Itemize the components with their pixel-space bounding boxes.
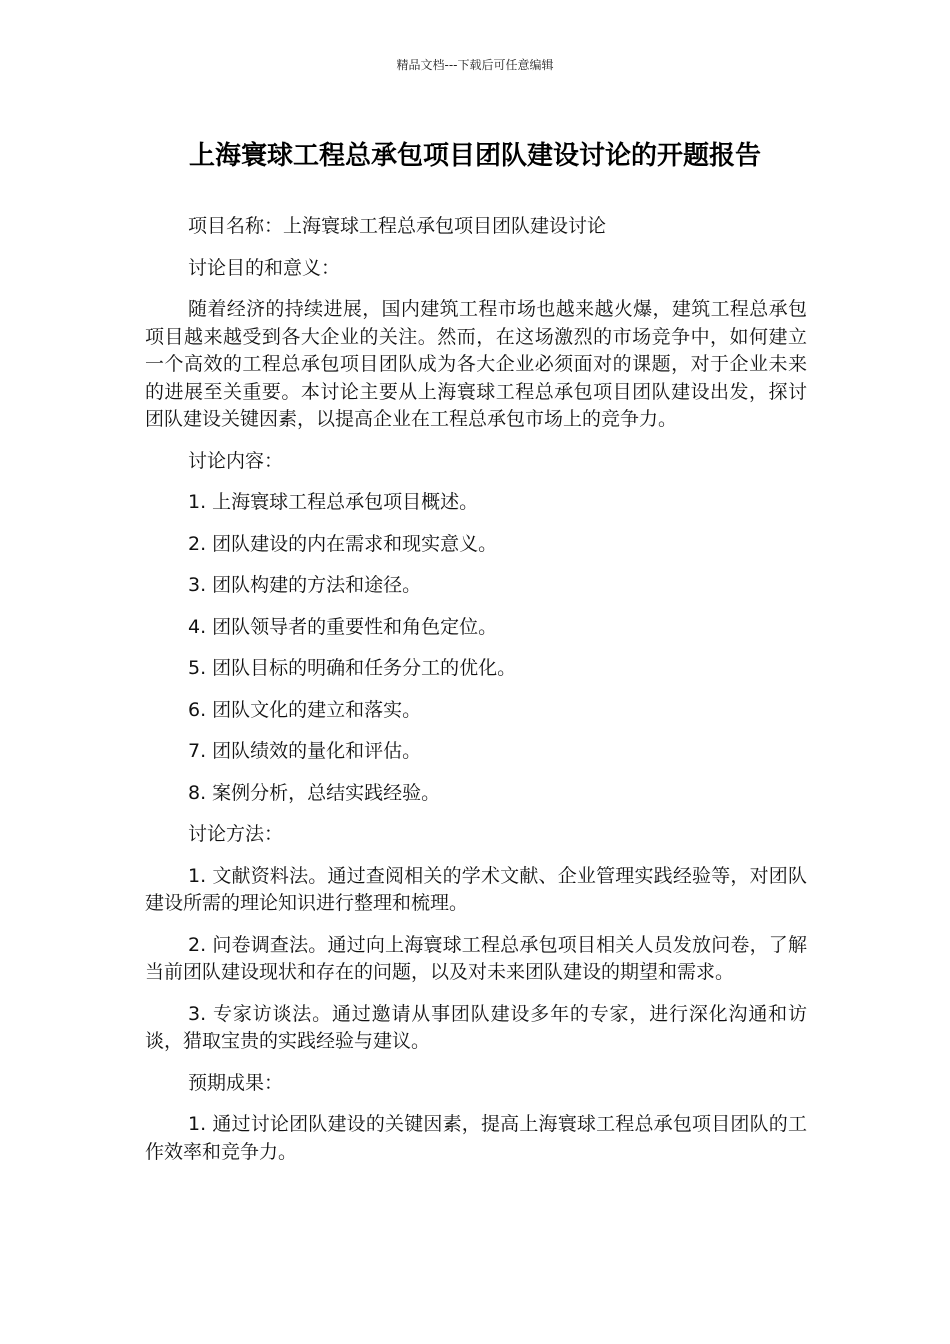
- method-item: 1. 文献资料法。通过查阅相关的学术文献、企业管理实践经验等，对团队建设所需的理论知识进行整理和梳理。: [145, 864, 807, 914]
- outcome-item: 1. 通过讨论团队建设的关键因素，提高上海寰球工程总承包项目团队的工作效率和竞争力。: [145, 1113, 807, 1163]
- purpose-paragraph: 随着经济的持续进展，国内建筑工程市场也越来越火爆，建筑工程总承包项目越来越受到各大企业的关注。然而，在这场激烈的市场竞争中，如何建立一个高效的工程总承包项目团队成为各大企业必须面对的课题，对于企业未来的进展至关重要。本讨论主要从上海寰球工程总承包项目团队建设出发，探讨团队建设关键因素，以提高企业在工程总承包市场上的竞争力。: [145, 298, 807, 430]
- method-item: 2. 问卷调查法。通过向上海寰球工程总承包项目相关人员发放问卷，了解当前团队建设现状和存在的问题，以及对未来团队建设的期望和需求。: [145, 933, 807, 983]
- content-item: 4. 团队领导者的重要性和角色定位。: [188, 615, 498, 638]
- section-heading-methods: 讨论方法：: [188, 823, 284, 845]
- content-item: 5. 团队目标的明确和任务分工的优化。: [188, 657, 517, 679]
- content-item: 2. 团队建设的内在需求和现实意义。: [188, 532, 498, 555]
- content-item: 7. 团队绩效的量化和评估。: [188, 740, 422, 762]
- section-heading-content: 讨论内容：: [188, 449, 284, 472]
- document-body: [145, 213, 807, 1180]
- content-item: 6. 团队文化的建立和落实。: [188, 698, 422, 721]
- document-title: 上海寰球工程总承包项目团队建设讨论的开题报告: [188, 141, 761, 171]
- header-note: 精品文档---下载后可任意编辑: [396, 58, 554, 72]
- section-heading-purpose: 讨论目的和意义：: [188, 256, 341, 279]
- method-item: 3. 专家访谈法。通过邀请从事团队建设多年的专家，进行深化沟通和访谈，猎取宝贵的实践经验与建议。: [145, 1002, 807, 1052]
- content-item: 3. 团队构建的方法和途径。: [188, 574, 422, 596]
- project-name-line: 项目名称：上海寰球工程总承包项目团队建设讨论: [188, 215, 607, 237]
- content-item: 8. 案例分析，总结实践经验。: [188, 781, 441, 804]
- content-item: 1. 上海寰球工程总承包项目概述。: [188, 491, 479, 513]
- section-heading-outcomes: 预期成果：: [188, 1071, 284, 1094]
